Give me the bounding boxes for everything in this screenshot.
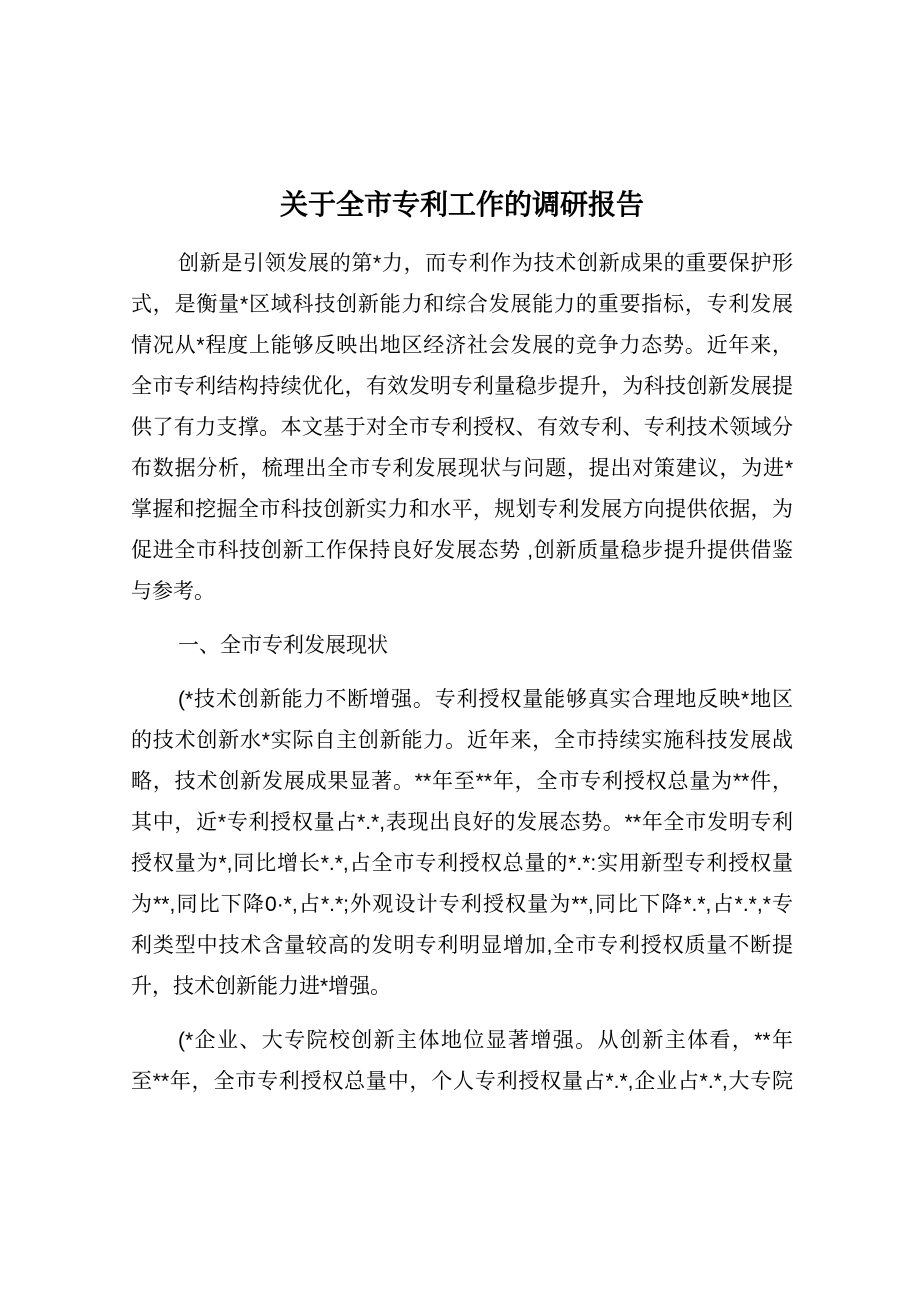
paragraph-line: 全市专利结构持续优化，有效发明专利量稳步提升，为科技创新发展提 [131,375,793,398]
paragraph-line: 情况从*程度上能够反映出地区经济社会发展的竞争力态势。近年来， [131,334,793,357]
paragraph-line: 略，技术创新发展成果显著。**年至**年，全市专利授权总量为**件， [131,770,793,793]
paragraph-line: 利类型中技术含量较高的发明专利明显增加,全市专利授权质量不断提 [131,934,793,957]
document-body [131,243,793,1102]
paragraph-line: 供了有力支撑。本文基于对全市专利授权、有效专利、专利技术领域分 [131,416,793,439]
paragraph-line: 与参考。 [131,580,215,603]
paragraph-line: 促进全市科技创新工作保持良好发展态势 ,创新质量稳步提升提供借鉴 [131,539,793,562]
paragraph [131,679,793,1007]
paragraph-line: 式，是衡量*区域科技创新能力和综合发展能力的重要指标，专利发展 [131,293,793,316]
paragraph-line: (*技术创新能力不断增强。专利授权量能够真实合理地反映*地区 [178,688,793,711]
section-heading: 一、全市专利发展现状 [178,634,388,657]
paragraph-line: 授权量为*,同比增长*.*,占全市专利授权总量的*.*:实用新型专利授权量 [131,852,793,875]
document-content [131,0,793,1102]
paragraph-line: (*企业、大专院校创新主体地位显著增强。从创新主体看，**年 [178,1029,793,1052]
paragraph [131,243,793,612]
paragraph-line: 为**,同比下降0·*,占*.*;外观设计专利授权量为**,同比下降*.*,占*.*,*专 [131,893,793,916]
paragraph-line: 的技术创新水*实际自主创新能力。近年来，全市持续实施科技发展战 [131,729,793,752]
paragraph-line: 至**年，全市专利授权总量中，个人专利授权量占*.*,企业占*.*,大专院 [131,1070,793,1093]
paragraph-line: 布数据分析，梳理出全市专利发展现状与问题，提出对策建议，为进* [131,457,793,480]
paragraph-line: 升，技术创新能力进*增强。 [131,975,392,998]
paragraph-line: 其中，近*专利授权量占*.*,表现出良好的发展态势。**年全市发明专利 [131,811,793,834]
document-title: 关于全市专利工作的调研报告 [279,189,644,220]
paragraph-line: 掌握和挖掘全市科技创新实力和水平，规划专利发展方向提供依据，为 [131,498,793,521]
paragraph-line: 创新是引领发展的第*力，而专利作为技术创新成果的重要保护形 [178,252,793,275]
paragraph [131,1020,793,1102]
